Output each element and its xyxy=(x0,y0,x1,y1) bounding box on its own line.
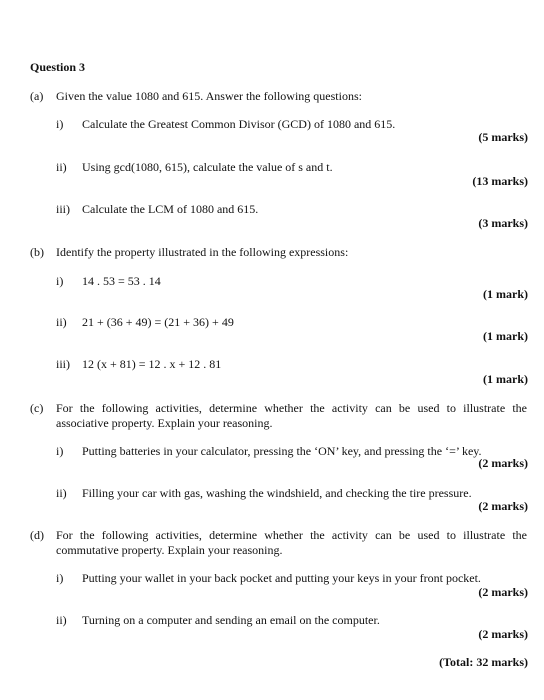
part-d-label: (d) xyxy=(30,528,44,542)
part-b-item-marks: (1 mark) xyxy=(483,287,528,301)
part-d-item-num: ii) xyxy=(56,613,67,627)
part-a-item-num: iii) xyxy=(56,202,70,216)
part-c-item-text: Putting batteries in your calculator, pressing the ‘ON’ key, and pressing the ‘=’ key. xyxy=(82,444,482,458)
part-d-item-text: Turning on a computer and sending an email on the computer. xyxy=(82,613,380,627)
part-d-text: For the following activities, determine whether the activity can be used to illustrate the commutative property. Explain your reasoning. xyxy=(56,528,527,557)
part-b-text: Identify the property illustrated in the following expressions: xyxy=(56,245,349,259)
part-a-label: (a) xyxy=(30,89,44,103)
part-d-item-marks: (2 marks) xyxy=(478,627,528,641)
part-c-item-text: Filling your car with gas, washing the windshield, and checking the tire pressure. xyxy=(82,486,472,500)
part-a-item-text: Using gcd(1080, 615), calculate the value of s and t. xyxy=(82,160,333,174)
part-b-item-marks: (1 mark) xyxy=(483,329,528,343)
part-d-item-marks: (2 marks) xyxy=(478,585,528,599)
part-c-item-num: ii) xyxy=(56,486,67,500)
part-a-item-text: Calculate the Greatest Common Divisor (GCD) of 1080 and 615. xyxy=(82,117,396,131)
part-c-item-num: i) xyxy=(56,444,64,458)
question-title: Question 3 xyxy=(30,60,86,74)
part-a-item-marks: (3 marks) xyxy=(478,216,528,230)
part-b-item-text: 14 . 53 = 53 . 14 xyxy=(82,274,161,288)
part-a-text: Given the value 1080 and 615. Answer the following questions: xyxy=(56,89,362,103)
part-d-item-text: Putting your wallet in your back pocket and putting your keys in your front pocket. xyxy=(82,571,481,585)
part-a-item-num: ii) xyxy=(56,160,67,174)
total-marks: (Total: 32 marks) xyxy=(439,655,528,669)
part-b-item-num: i) xyxy=(56,274,64,288)
part-b-item-text: 21 + (36 + 49) = (21 + 36) + 49 xyxy=(82,315,234,329)
part-b-item-marks: (1 mark) xyxy=(483,372,528,386)
part-b-label: (b) xyxy=(30,245,44,259)
part-a-item-marks: (5 marks) xyxy=(478,130,528,144)
part-b-item-num: iii) xyxy=(56,357,70,371)
part-b-item-num: ii) xyxy=(56,315,67,329)
part-c-text: For the following activities, determine whether the activity can be used to illustrate the associative property. Explain your reasoning. xyxy=(56,401,527,430)
part-a-item-marks: (13 marks) xyxy=(472,174,528,188)
part-c-item-marks: (2 marks) xyxy=(478,499,528,513)
part-a-item-num: i) xyxy=(56,117,64,131)
part-a-item-text: Calculate the LCM of 1080 and 615. xyxy=(82,202,259,216)
part-b-item-text: 12 (x + 81) = 12 . x + 12 . 81 xyxy=(82,357,222,371)
part-c-item-marks: (2 marks) xyxy=(478,456,528,470)
part-c-label: (c) xyxy=(30,401,44,415)
part-d-item-num: i) xyxy=(56,571,64,585)
